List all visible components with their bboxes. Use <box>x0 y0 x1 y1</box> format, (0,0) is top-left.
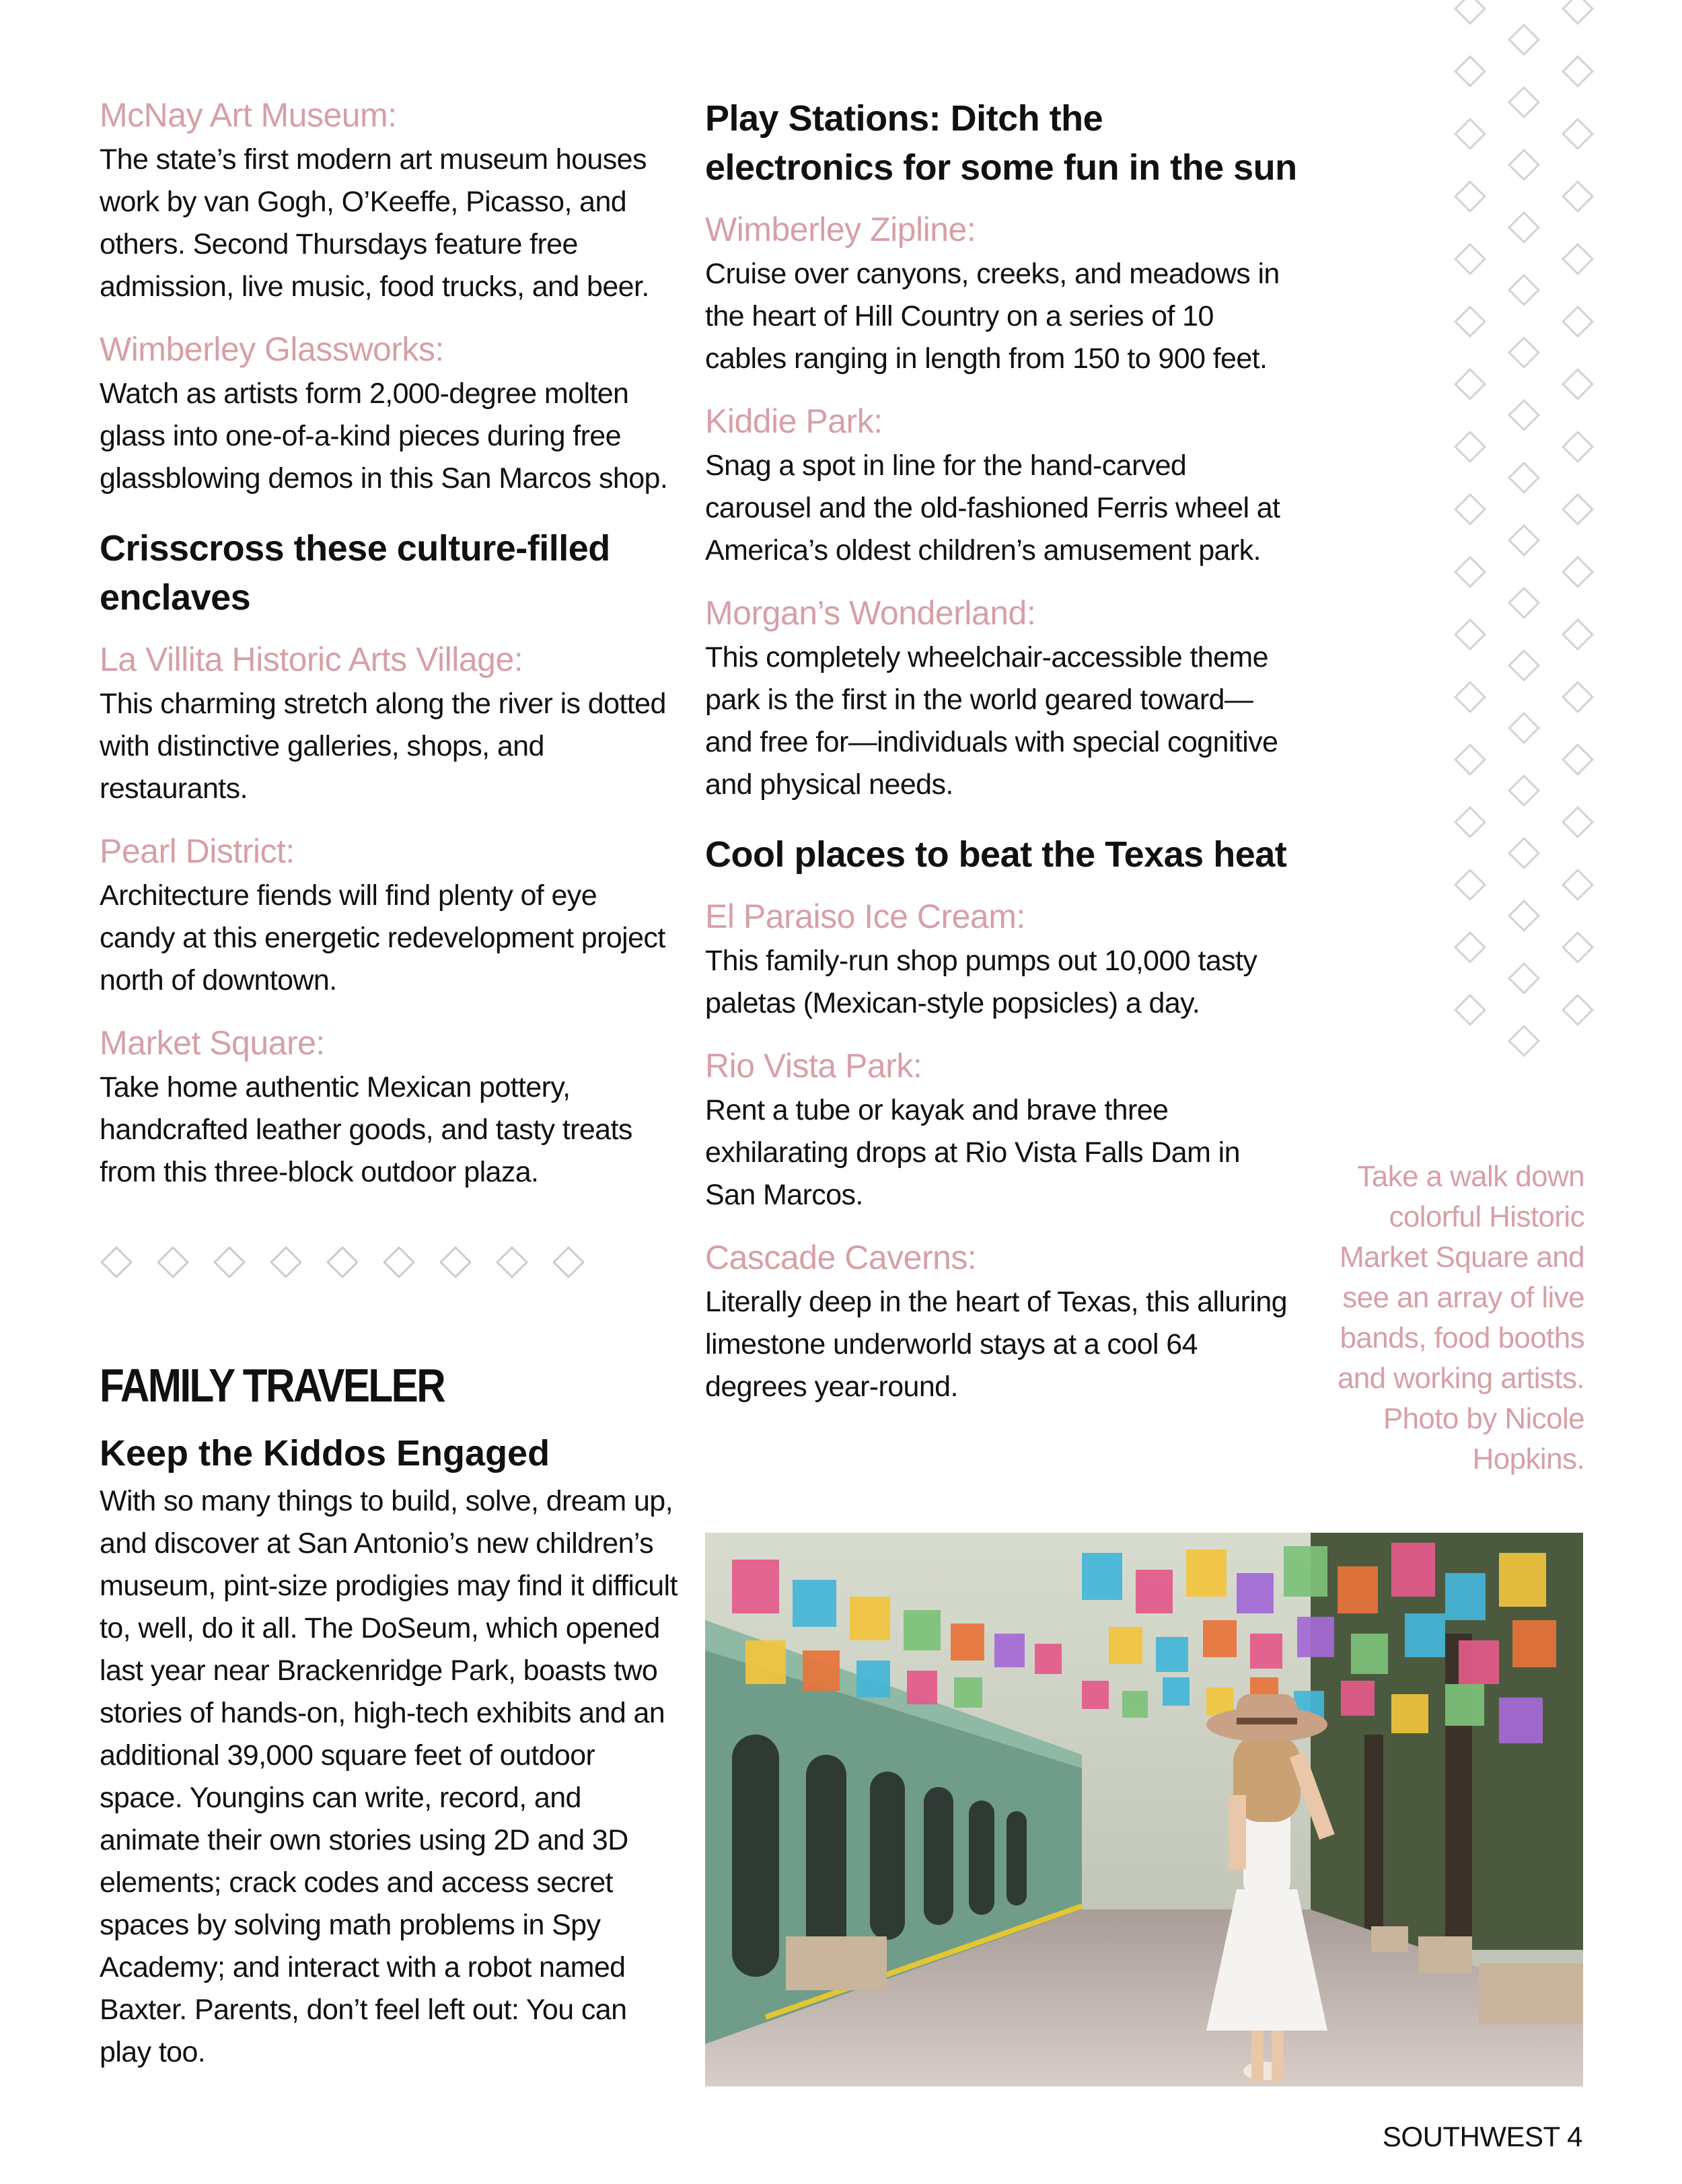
entry-title: Kiddie Park: <box>705 402 883 440</box>
pattern-diamond <box>1562 368 1594 400</box>
pattern-diamond <box>1562 618 1594 651</box>
diamond-ornament <box>552 1246 585 1278</box>
pattern-diamond <box>1508 587 1540 619</box>
entry-title: Wimberley Glassworks: <box>100 330 444 368</box>
pattern-diamond <box>1454 431 1486 463</box>
pattern-diamond <box>1454 931 1486 963</box>
pattern-diamond <box>1508 336 1540 369</box>
pattern-diamond <box>1562 493 1594 525</box>
pattern-diamond <box>1454 118 1486 150</box>
entry-body: Take home authentic Mexican pottery, handcrafted leather goods, and tasty treats from this three-block outdoor plaza. <box>100 1071 632 1188</box>
diamond-ornament <box>326 1246 359 1278</box>
photo-caption: Take a walk down colorful Historic Market Square and see an array of live bands, food booths and working artists. Photo by Nicole Hopkins. <box>1337 1160 1584 1476</box>
pattern-diamond <box>1562 869 1594 901</box>
entry-la-villita <box>100 639 678 810</box>
publication-name: SOUTHWEST <box>1382 2121 1560 2152</box>
pattern-diamond <box>1508 962 1540 994</box>
entry-morgans-wonderland <box>705 592 1297 806</box>
entry-pearl-district <box>100 830 678 1002</box>
pattern-diamond <box>1454 806 1486 838</box>
pattern-diamond <box>1454 743 1486 776</box>
family-subtitle: Keep the Kiddos Engaged <box>100 1433 550 1473</box>
diamond-pattern <box>1426 0 1601 1050</box>
entry-body: This completely wheelchair-accessible theme park is the first in the world geared toward—and free for—individuals with special cognitive and physical needs. <box>705 641 1278 801</box>
market-square-photo <box>705 1533 1583 2086</box>
entry-body: This charming stretch along the river is dotted with distinctive galleries, shops, and restaurants. <box>100 688 666 805</box>
pattern-diamond <box>1508 712 1540 744</box>
diamond-divider <box>105 1242 678 1282</box>
pattern-diamond <box>1508 24 1540 56</box>
play-heading: Play Stations: Ditch the electronics for some fun in the sun <box>705 98 1297 188</box>
entry-title: Morgan’s Wonderland: <box>705 594 1036 632</box>
entry-market-square <box>100 1022 678 1194</box>
pattern-diamond <box>1508 1025 1540 1057</box>
entry-title: Rio Vista Park: <box>705 1047 922 1085</box>
diamond-ornament <box>496 1246 528 1278</box>
pattern-diamond <box>1562 55 1594 87</box>
entry-body: Cruise over canyons, creeks, and meadows in the heart of Hill Country on a series of 10 cables ranging in length from 150 to 900 feet. <box>705 258 1280 375</box>
pattern-diamond <box>1562 431 1594 463</box>
pattern-diamond <box>1562 118 1594 150</box>
pattern-diamond <box>1508 649 1540 682</box>
pattern-diamond <box>1508 774 1540 807</box>
pattern-diamond <box>1562 0 1594 25</box>
pattern-diamond <box>1562 243 1594 275</box>
pattern-diamond <box>1454 305 1486 338</box>
pattern-diamond <box>1454 243 1486 275</box>
entry-title: Market Square: <box>100 1024 325 1062</box>
entry-title: Cascade Caverns: <box>705 1239 977 1276</box>
pattern-diamond <box>1562 931 1594 963</box>
entry-rio-vista-park <box>705 1045 1297 1216</box>
pattern-diamond <box>1454 681 1486 713</box>
pattern-diamond <box>1454 869 1486 901</box>
entry-body: Rent a tube or kayak and brave three exhilarating drops at Rio Vista Falls Dam in San Marcos. <box>705 1094 1240 1211</box>
pattern-diamond <box>1454 994 1486 1026</box>
entry-title: Pearl District: <box>100 832 295 870</box>
pattern-diamond <box>1508 900 1540 932</box>
pattern-diamond <box>1508 399 1540 431</box>
pattern-diamond <box>1508 462 1540 494</box>
diamond-ornament <box>439 1246 472 1278</box>
entry-kiddie-park <box>705 400 1297 572</box>
pattern-diamond <box>1508 86 1540 118</box>
pattern-diamond <box>1562 556 1594 588</box>
entry-body: The state’s first modern art museum houses work by van Gogh, O’Keeffe, Picasso, and others. Second Thursdays feature free admission, live music, food trucks, and beer. <box>100 143 649 303</box>
entry-wimberley-glassworks <box>100 328 678 500</box>
pattern-diamond <box>1454 180 1486 213</box>
pattern-diamond <box>1454 556 1486 588</box>
photo-illustration <box>705 1533 1583 2086</box>
pattern-diamond <box>1562 743 1594 776</box>
pattern-diamond <box>1562 305 1594 338</box>
entry-wimberley-zipline <box>705 209 1297 380</box>
entry-el-paraiso <box>705 896 1297 1025</box>
entry-body: Literally deep in the heart of Texas, this alluring limestone underworld stays at a cool 64 degrees year-round. <box>705 1286 1287 1403</box>
entry-body: Snag a spot in line for the hand-carved carousel and the old-fashioned Ferris wheel at America’s oldest children’s amusement park. <box>705 449 1280 567</box>
family-body: With so many things to build, solve, dream up, and discover at San Antonio’s new children’s museum, pint-size prodigies may find it difficult to, well, do it all. The DoSeum, which opened last year near Brackenridge Park, boasts two stories of hands-on, high-tech exhibits and an additional 39,000 square feet of outdoor space. Youngins can write, record, and animate their own stories using 2D and 3D elements; crack codes and access secret spaces by solving math problems in Spy Academy; and interact with a robot named Baxter. Parents, don’t feel left out: You can play too. <box>100 1485 678 2068</box>
diamond-ornament <box>383 1246 415 1278</box>
entry-title: La Villita Historic Arts Village: <box>100 641 523 678</box>
diamond-ornament <box>213 1246 246 1278</box>
pattern-diamond <box>1562 681 1594 713</box>
pattern-diamond <box>1562 180 1594 213</box>
entry-body: This family-run shop pumps out 10,000 tasty paletas (Mexican-style popsicles) a day. <box>705 945 1257 1019</box>
page-number: 4 <box>1567 2121 1582 2152</box>
pattern-diamond <box>1508 211 1540 244</box>
pattern-diamond <box>1508 149 1540 181</box>
diamond-ornament <box>157 1246 189 1278</box>
pattern-diamond <box>1454 618 1486 651</box>
pattern-diamond <box>1454 55 1486 87</box>
entry-title: Wimberley Zipline: <box>705 211 976 248</box>
pattern-diamond <box>1562 994 1594 1026</box>
pattern-diamond <box>1508 524 1540 556</box>
entry-title: El Paraiso Ice Cream: <box>705 898 1025 935</box>
pattern-diamond <box>1454 493 1486 525</box>
pattern-diamond <box>1508 274 1540 306</box>
entry-body: Architecture fiends will find plenty of eye candy at this energetic redevelopment project north of downtown. <box>100 879 665 996</box>
diamond-ornament <box>270 1246 302 1278</box>
entry-mcnay <box>100 94 678 308</box>
pattern-diamond <box>1454 368 1486 400</box>
middle-column <box>705 94 1297 1428</box>
page-footer <box>1383 2118 1582 2156</box>
left-column <box>100 94 678 2074</box>
diamond-ornament <box>100 1246 133 1278</box>
pattern-diamond <box>1508 837 1540 869</box>
pattern-diamond <box>1562 806 1594 838</box>
culture-heading: Crisscross these culture-filled enclaves <box>100 528 610 618</box>
pattern-diamond <box>1454 0 1486 25</box>
cool-heading: Cool places to beat the Texas heat <box>705 834 1287 875</box>
family-traveler-title: FAMILY TRAVELER <box>100 1359 445 1412</box>
entry-body: Watch as artists form 2,000-degree molten glass into one-of-a-kind pieces during free glassblowing demos in this San Marcos shop. <box>100 377 668 495</box>
entry-title: McNay Art Museum: <box>100 96 397 134</box>
entry-cascade-caverns <box>705 1237 1297 1408</box>
